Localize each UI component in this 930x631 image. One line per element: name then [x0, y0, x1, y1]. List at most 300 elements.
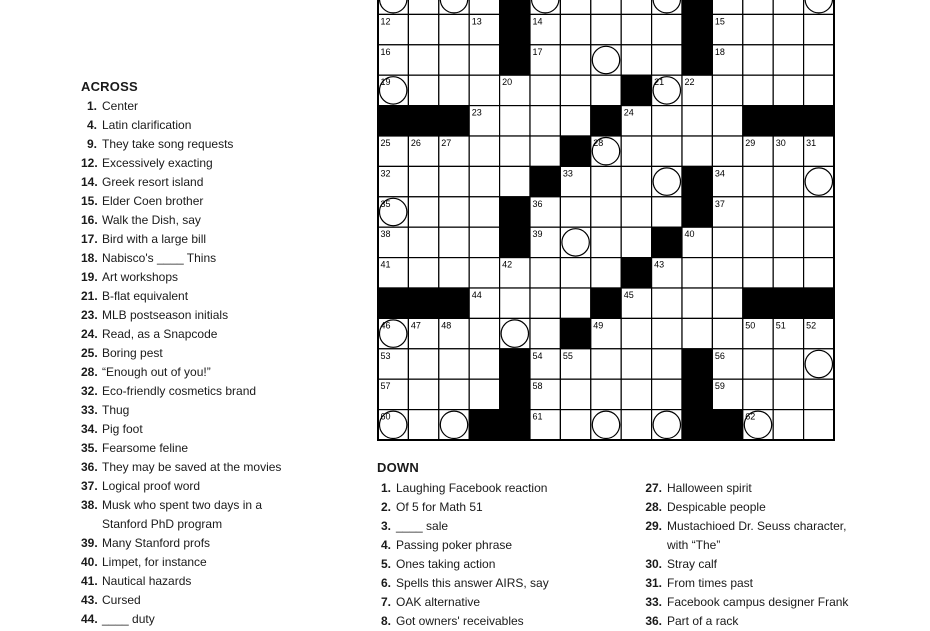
grid-cell[interactable] [591, 410, 621, 440]
clue-text: Stray calf [667, 557, 718, 571]
grid-cell[interactable] [469, 318, 499, 348]
grid-cell[interactable] [408, 45, 438, 75]
grid-block [469, 410, 499, 440]
clue-number: 38. [81, 498, 98, 512]
grid-cell[interactable] [652, 45, 682, 75]
cell-number: 49 [593, 320, 604, 331]
grid-block [682, 379, 712, 409]
clue-text: Eco-friendly cosmetics brand [102, 384, 257, 398]
cell-number: 14 [532, 16, 543, 27]
grid-cell[interactable] [652, 318, 682, 348]
grid-cell[interactable] [621, 14, 651, 44]
cell-number: 12 [380, 16, 391, 27]
grid-cell[interactable] [652, 197, 682, 227]
grid-cell[interactable] [682, 258, 712, 288]
grid-cell[interactable] [591, 197, 621, 227]
grid-cell[interactable] [773, 410, 803, 440]
clue-item [81, 572, 191, 591]
grid-cell[interactable] [591, 0, 621, 14]
clue-text: Thug [102, 403, 130, 417]
clue-text: Mustachioed Dr. Seuss character, [667, 519, 847, 533]
grid-cell[interactable] [621, 227, 651, 257]
clue-item [81, 534, 210, 553]
grid-cell[interactable] [652, 379, 682, 409]
grid-cell[interactable] [591, 258, 621, 288]
cell-number: 42 [502, 259, 513, 270]
cell-number: 26 [410, 138, 421, 148]
grid-cell[interactable] [773, 349, 803, 379]
grid-cell[interactable] [560, 227, 590, 257]
grid-cell[interactable] [773, 0, 803, 14]
clue-item [640, 593, 848, 612]
clue-number: 9. [86, 137, 97, 151]
grid-cell[interactable] [560, 45, 590, 75]
grid-cell[interactable] [591, 75, 621, 105]
clue-item [81, 344, 163, 363]
cell-number: 16 [380, 46, 391, 57]
cell-number: 32 [380, 168, 391, 179]
grid-cell[interactable] [591, 379, 621, 409]
grid-block [500, 45, 530, 75]
clue-number: 28. [645, 500, 662, 514]
grid-cell[interactable] [408, 258, 438, 288]
grid-cell[interactable] [804, 410, 834, 440]
cell-number: 45 [623, 290, 634, 300]
grid-cell[interactable] [560, 14, 590, 44]
grid-cell[interactable] [439, 410, 469, 440]
clue-text: Facebook campus designer Frank [667, 595, 849, 609]
grid-cell[interactable] [712, 258, 742, 288]
clue-item [81, 211, 201, 230]
grid-block [500, 349, 530, 379]
grid-cell[interactable] [621, 45, 651, 75]
grid-cell[interactable] [773, 166, 803, 196]
grid-cell[interactable] [439, 258, 469, 288]
clue-text: Limpet, for instance [102, 555, 207, 569]
clue-number: 33. [645, 595, 662, 609]
grid-cell[interactable] [469, 227, 499, 257]
grid-cell[interactable] [712, 0, 742, 14]
cell-number: 51 [775, 320, 786, 331]
clue-number: 1. [380, 481, 391, 495]
clue-number: 44. [81, 612, 98, 626]
grid-cell[interactable] [591, 45, 621, 75]
grid-cell[interactable] [712, 106, 742, 136]
grid-block [621, 75, 651, 105]
clue-item [81, 116, 191, 135]
grid-block [743, 288, 773, 318]
grid-block [682, 410, 712, 440]
cell-number: 18 [714, 46, 725, 57]
grid-cell[interactable] [743, 75, 773, 105]
cell-number: 17 [532, 46, 543, 57]
grid-cell[interactable] [530, 258, 560, 288]
grid-cell[interactable] [804, 227, 834, 257]
grid-block [500, 197, 530, 227]
clue-text: ____ duty [102, 612, 155, 626]
clue-text: Spells this answer AIRS, say [396, 576, 549, 590]
grid-block [682, 45, 712, 75]
grid-cell[interactable] [621, 136, 651, 166]
grid-cell[interactable] [682, 288, 712, 318]
cell-number: 19 [380, 77, 391, 88]
clue-number: 29. [645, 519, 662, 533]
clue-number: 30. [645, 557, 662, 571]
grid-cell[interactable] [712, 288, 742, 318]
grid-block [378, 288, 408, 318]
clue-number: 18. [81, 251, 98, 265]
grid-block [500, 14, 530, 44]
grid-cell[interactable] [408, 410, 438, 440]
cell-number: 29 [745, 138, 756, 148]
grid-cell[interactable] [530, 288, 560, 318]
grid-cell[interactable] [743, 379, 773, 409]
grid-cell[interactable] [408, 0, 438, 14]
clue-text: Pig foot [102, 422, 143, 436]
grid-cell[interactable] [743, 258, 773, 288]
cell-number: 41 [380, 259, 391, 270]
grid-cell[interactable] [804, 14, 834, 44]
clue-text: Logical proof word [102, 479, 201, 493]
grid-cell[interactable] [560, 106, 590, 136]
grid-cell[interactable] [500, 166, 530, 196]
grid-cell[interactable] [743, 45, 773, 75]
grid-block [652, 227, 682, 257]
clue-item [377, 517, 448, 536]
clue-item [81, 496, 262, 515]
grid-cell[interactable] [712, 75, 742, 105]
grid-cell[interactable] [591, 227, 621, 257]
cell-number: 23 [471, 107, 482, 118]
grid-cell[interactable] [682, 106, 712, 136]
grid-block [378, 106, 408, 136]
clue-text: Art workshops [102, 270, 179, 284]
grid-cell[interactable] [469, 0, 499, 14]
cell-number: 44 [471, 290, 482, 300]
clue-number: 21. [81, 289, 98, 303]
grid-cell[interactable] [469, 258, 499, 288]
grid-cell[interactable] [804, 166, 834, 196]
clue-item [81, 173, 203, 192]
clue-item [81, 477, 200, 496]
cell-number: 56 [714, 350, 725, 361]
grid-block [682, 349, 712, 379]
clue-number: 37. [81, 479, 98, 493]
grid-cell[interactable] [743, 0, 773, 14]
grid-cell[interactable] [469, 136, 499, 166]
clue-text: Bird with a large bill [102, 232, 207, 246]
clue-number: 27. [645, 481, 662, 495]
clue-text: Greek resort island [102, 175, 204, 189]
clue-number: 17. [81, 232, 98, 246]
clue-item [377, 479, 547, 498]
clue-item [640, 479, 752, 498]
clue-text: Cursed [102, 593, 141, 607]
clue-item [377, 536, 512, 555]
grid-cell[interactable] [652, 136, 682, 166]
cell-number: 34 [714, 168, 725, 179]
clue-text: Elder Coen brother [102, 194, 204, 208]
grid-cell[interactable] [469, 349, 499, 379]
clue-number: 43. [81, 593, 98, 607]
grid-cell[interactable] [560, 197, 590, 227]
grid-cell[interactable] [804, 45, 834, 75]
grid-cell[interactable] [591, 349, 621, 379]
grid-cell[interactable] [743, 14, 773, 44]
grid-cell[interactable] [652, 349, 682, 379]
grid-cell[interactable] [439, 379, 469, 409]
clue-text: Got owners' receivables [396, 614, 524, 628]
clue-number: 34. [81, 422, 98, 436]
grid-cell[interactable] [439, 166, 469, 196]
grid-cell[interactable] [560, 379, 590, 409]
grid-cell[interactable] [500, 288, 530, 318]
grid-cell[interactable] [652, 14, 682, 44]
cell-number: 54 [532, 350, 543, 361]
cell-number: 38 [380, 229, 391, 240]
grid-cell[interactable] [500, 136, 530, 166]
clue-text: Of 5 for Math 51 [396, 500, 483, 514]
grid-cell[interactable] [469, 379, 499, 409]
clue-text: They may be saved at the movies [102, 460, 282, 474]
clue-number: 35. [81, 441, 98, 455]
cell-number: 33 [562, 168, 573, 179]
grid-cell[interactable] [439, 349, 469, 379]
grid-cell[interactable] [712, 227, 742, 257]
grid-cell[interactable] [773, 379, 803, 409]
grid-block [408, 106, 438, 136]
grid-block [591, 288, 621, 318]
clue-number: 28. [81, 365, 98, 379]
clue-text: Nautical hazards [102, 574, 192, 588]
clue-number: 8. [380, 614, 391, 628]
grid-block [439, 106, 469, 136]
grid-cell[interactable] [469, 166, 499, 196]
grid-block [500, 410, 530, 440]
grid-cell[interactable] [530, 75, 560, 105]
grid-cell[interactable] [591, 14, 621, 44]
grid-block [500, 227, 530, 257]
grid-cell[interactable] [408, 227, 438, 257]
grid-cell[interactable] [469, 197, 499, 227]
grid-cell[interactable] [804, 75, 834, 105]
grid-block [530, 166, 560, 196]
grid-cell[interactable] [560, 410, 590, 440]
cell-number: 20 [502, 77, 513, 88]
cell-number: 47 [410, 320, 421, 331]
clue-text: They take song requests [102, 137, 234, 151]
grid-cell[interactable] [408, 75, 438, 105]
cell-number: 60 [380, 411, 391, 422]
grid-cell[interactable] [773, 258, 803, 288]
clue-item [81, 420, 143, 439]
clue-item [81, 439, 188, 458]
grid-cell[interactable] [743, 197, 773, 227]
grid-cell[interactable] [743, 227, 773, 257]
grid-cell[interactable] [804, 349, 834, 379]
clue-number: 23. [81, 308, 98, 322]
clue-item [81, 382, 256, 401]
clue-number: 36. [645, 614, 662, 628]
clue-number: 4. [380, 538, 391, 552]
grid-cell[interactable] [530, 318, 560, 348]
grid-cell[interactable] [743, 349, 773, 379]
grid-cell[interactable] [439, 75, 469, 105]
grid-cell[interactable] [621, 318, 651, 348]
grid-cell[interactable] [439, 227, 469, 257]
grid-cell[interactable] [652, 410, 682, 440]
grid-cell[interactable] [652, 106, 682, 136]
grid-block [560, 136, 590, 166]
clue-text: Ones taking action [396, 557, 496, 571]
grid-cell[interactable] [621, 197, 651, 227]
grid-cell[interactable] [621, 166, 651, 196]
grid-cell[interactable] [621, 0, 651, 14]
cell-number: 48 [441, 320, 452, 331]
grid-cell[interactable] [439, 45, 469, 75]
grid-cell[interactable] [530, 106, 560, 136]
grid-cell[interactable] [773, 14, 803, 44]
clue-item [81, 458, 281, 477]
grid-cell[interactable] [652, 288, 682, 318]
grid-cell[interactable] [439, 197, 469, 227]
clue-text: ____ sale [396, 519, 449, 533]
down-heading: DOWN [377, 460, 419, 475]
grid-block [682, 166, 712, 196]
grid-cell[interactable] [408, 379, 438, 409]
clue-item [81, 97, 138, 116]
clue-item [640, 498, 766, 517]
grid-cell[interactable] [500, 106, 530, 136]
clue-item [377, 498, 483, 517]
cell-number: 21 [654, 77, 665, 88]
grid-block [773, 106, 803, 136]
grid-block [773, 288, 803, 318]
cell-number: 37 [714, 198, 725, 209]
grid-block [682, 197, 712, 227]
clue-number: 14. [81, 175, 98, 189]
clue-text: Halloween spirit [667, 481, 752, 495]
grid-block [591, 106, 621, 136]
grid-cell[interactable] [712, 136, 742, 166]
clue-item [377, 612, 524, 631]
grid-cell[interactable] [408, 349, 438, 379]
grid-cell[interactable] [439, 14, 469, 44]
clue-item [81, 287, 188, 306]
grid-cell[interactable] [743, 166, 773, 196]
grid-cell[interactable] [712, 318, 742, 348]
clue-item [81, 306, 228, 325]
clue-number: 15. [81, 194, 98, 208]
clue-item [640, 555, 717, 574]
clue-item [377, 555, 495, 574]
grid-cell[interactable] [804, 258, 834, 288]
grid-cell[interactable] [530, 136, 560, 166]
clue-item [81, 363, 211, 382]
grid-cell[interactable] [408, 166, 438, 196]
clue-number: 16. [81, 213, 98, 227]
clue-text: Laughing Facebook reaction [396, 481, 548, 495]
clue-number: 32. [81, 384, 98, 398]
clue-number: 39. [81, 536, 98, 550]
grid-cell[interactable] [682, 318, 712, 348]
cell-number: 25 [380, 138, 391, 148]
grid-cell[interactable] [560, 288, 590, 318]
clue-item [81, 154, 213, 173]
grid-cell[interactable] [469, 75, 499, 105]
clue-number: 36. [81, 460, 98, 474]
grid-cell[interactable] [773, 75, 803, 105]
clue-text: with “The” [667, 538, 721, 552]
clue-text: Boring pest [102, 346, 163, 360]
grid-cell[interactable] [804, 379, 834, 409]
cell-number: 22 [684, 77, 695, 88]
clue-text: Excessively exacting [102, 156, 213, 170]
cell-number: 58 [532, 381, 543, 392]
grid-block [712, 410, 742, 440]
clue-number: 31. [645, 576, 662, 590]
grid-cell[interactable] [591, 166, 621, 196]
grid-block [560, 318, 590, 348]
grid-cell[interactable] [560, 0, 590, 14]
grid-cell[interactable] [773, 227, 803, 257]
grid-cell[interactable] [804, 197, 834, 227]
clue-item [81, 192, 203, 211]
clue-item [81, 553, 207, 572]
crossword-grid[interactable] [377, 0, 835, 441]
grid-cell[interactable] [621, 349, 651, 379]
grid-cell[interactable] [469, 45, 499, 75]
grid-cell[interactable] [560, 75, 590, 105]
grid-cell[interactable] [682, 136, 712, 166]
grid-block [743, 106, 773, 136]
clue-number: 1. [86, 99, 97, 113]
grid-cell[interactable] [773, 197, 803, 227]
clue-item [81, 230, 206, 249]
grid-cell[interactable] [621, 379, 651, 409]
clue-text: Read, as a Snapcode [102, 327, 218, 341]
clue-number: 4. [86, 118, 97, 132]
grid-block [500, 379, 530, 409]
grid-cell[interactable] [621, 410, 651, 440]
cell-number: 40 [684, 229, 695, 240]
clue-text: Center [102, 99, 139, 113]
grid-cell[interactable] [560, 258, 590, 288]
grid-cell[interactable] [652, 166, 682, 196]
grid-block [804, 288, 834, 318]
cell-number: 36 [532, 198, 543, 209]
grid-cell[interactable] [408, 14, 438, 44]
cell-number: 15 [714, 16, 725, 27]
grid-cell[interactable] [773, 45, 803, 75]
clue-item [640, 536, 720, 555]
clue-item [640, 574, 753, 593]
clue-number: 3. [380, 519, 391, 533]
clue-number: 25. [81, 346, 98, 360]
grid-cell[interactable] [408, 197, 438, 227]
clue-item [640, 612, 738, 631]
clue-item [81, 135, 233, 154]
clue-number: 24. [81, 327, 98, 341]
clue-item [81, 401, 129, 420]
clue-item [81, 591, 141, 610]
cell-number: 55 [562, 350, 573, 361]
clue-text: Many Stanford profs [102, 536, 211, 550]
grid-cell[interactable] [500, 318, 530, 348]
grid-block [500, 0, 530, 14]
clue-item [81, 249, 216, 268]
cell-number: 28 [593, 138, 604, 148]
